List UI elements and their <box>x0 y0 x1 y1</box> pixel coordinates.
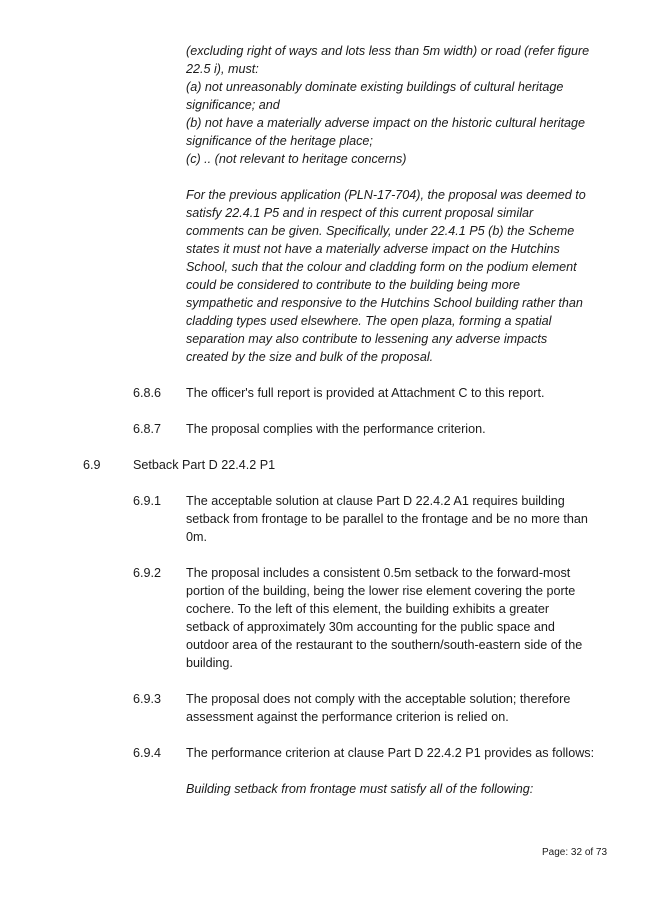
section-text: portion of the building, being the lower rise element covering the porte <box>186 584 576 598</box>
section-text: building. <box>186 656 233 670</box>
quote-line: significance of the heritage place; <box>186 134 373 148</box>
section-text: The acceptable solution at clause Part D 22.4.2 A1 requires building <box>186 494 565 508</box>
section-number: 6.9.4 <box>133 746 162 760</box>
quote-line: significance; and <box>186 98 280 112</box>
commentary-line: states it must not have a materially adverse impact on the Hutchins <box>186 242 560 256</box>
commentary-line: cladding types used elsewhere. The open plaza, forming a spatial <box>186 314 552 328</box>
quoted-criterion: Building setback from frontage must satisfy all of the following: <box>186 782 534 796</box>
section-number: 6.9.3 <box>133 692 162 706</box>
section-number: 6.9.2 <box>133 566 162 580</box>
section-number: 6.8.6 <box>133 386 162 400</box>
section-text: outdoor area of the restaurant to the southern/south-eastern side of the <box>186 638 583 652</box>
section-text: The officer's full report is provided at Attachment C to this report. <box>186 386 545 400</box>
section-text: The performance criterion at clause Part D 22.4.2 P1 provides as follows: <box>186 746 595 760</box>
page-number: Page: 32 of 73 <box>542 847 608 858</box>
commentary-line: sympathetic and responsive to the Hutchins School building rather than <box>186 296 583 310</box>
commentary-line: comments can be given. Specifically, under 22.4.1 P5 (b) the Scheme <box>186 224 575 238</box>
section-number: 6.9.1 <box>133 494 162 508</box>
commentary-line: separation may also contribute to lessening any adverse impacts <box>186 332 548 346</box>
commentary-line: created by the size and bulk of the proposal. <box>186 350 434 364</box>
section-text: setback of approximately 30m accounting for the public space and <box>186 620 555 634</box>
commentary-line: satisfy 22.4.1 P5 and in respect of this current proposal similar <box>186 206 534 220</box>
heading-number: 6.9 <box>83 458 101 472</box>
quote-line: (excluding right of ways and lots less than 5m width) or road (refer figure <box>186 44 590 58</box>
quote-line: (a) not unreasonably dominate existing buildings of cultural heritage <box>186 80 564 94</box>
section-number: 6.8.7 <box>133 422 162 436</box>
section-text: The proposal includes a consistent 0.5m setback to the forward-most <box>186 566 571 580</box>
section-text: assessment against the performance criterion is relied on. <box>186 710 509 724</box>
quote-line: (b) not have a materially adverse impact on the historic cultural heritage <box>186 116 585 130</box>
section-text: The proposal does not comply with the acceptable solution; therefore <box>186 692 571 706</box>
section-text: cochere. To the left of this element, the building exhibits a greater <box>186 602 550 616</box>
quote-line: (c) .. (not relevant to heritage concerns) <box>186 152 407 166</box>
section-text: setback from frontage to be parallel to the frontage and be no more than <box>186 512 588 526</box>
commentary-line: could be considered to contribute to the building being more <box>186 278 520 292</box>
commentary-line: For the previous application (PLN-17-704), the proposal was deemed to <box>186 188 586 202</box>
commentary-line: School, such that the colour and cladding form on the podium element <box>186 260 577 274</box>
section-text: The proposal complies with the performance criterion. <box>186 422 486 436</box>
section-text: 0m. <box>186 530 207 544</box>
heading-title: Setback Part D 22.4.2 P1 <box>133 458 276 472</box>
quote-line: 22.5 i), must: <box>186 62 259 76</box>
